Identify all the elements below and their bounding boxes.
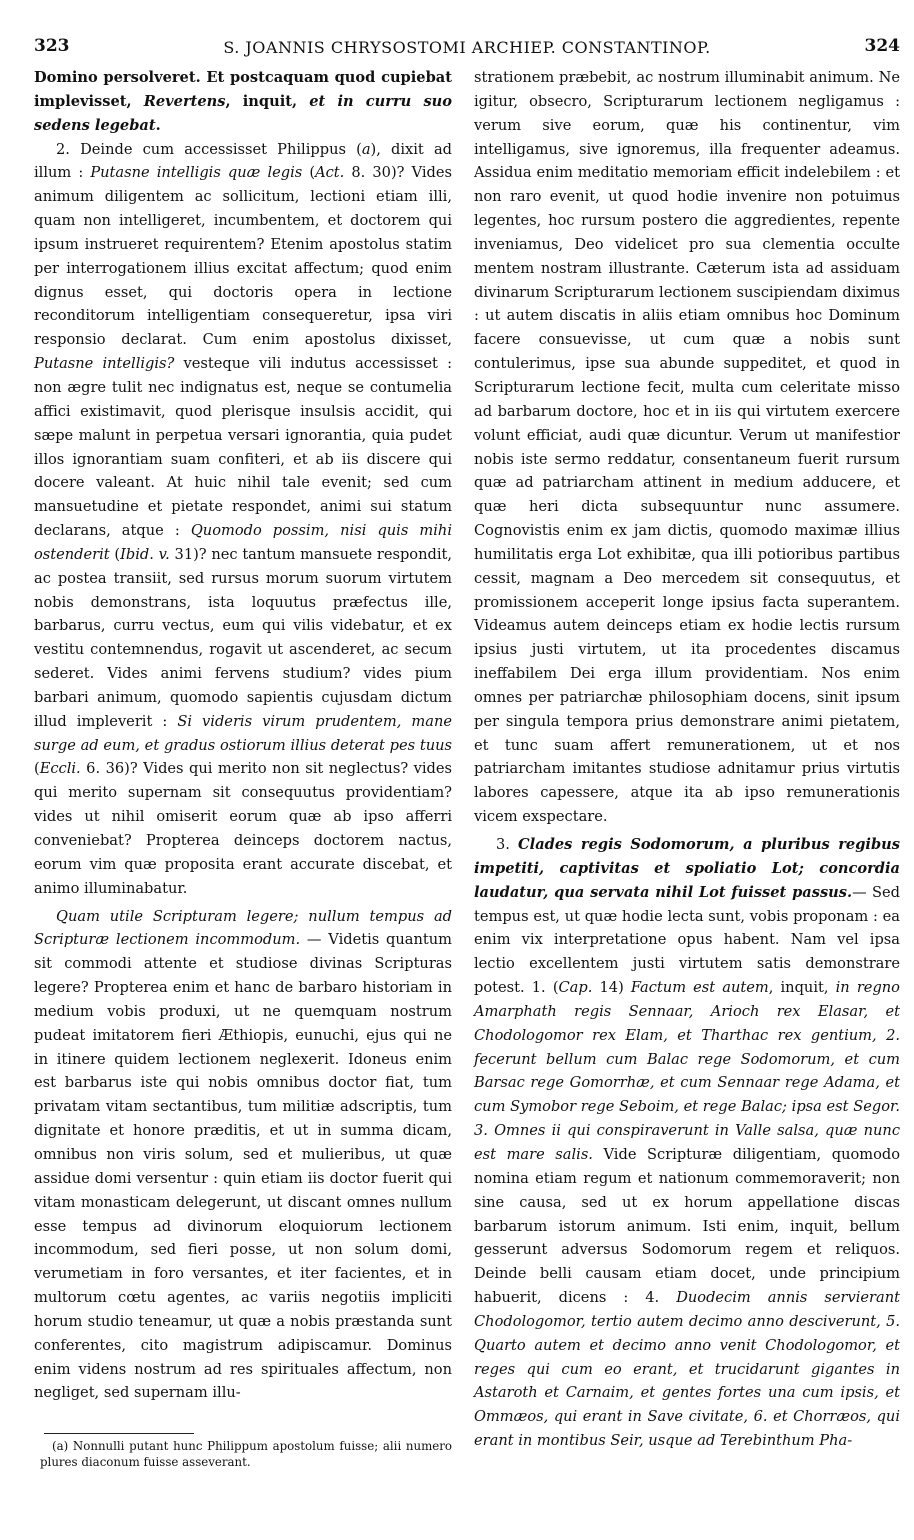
footnote [40, 1438, 452, 1470]
page-number-right: 324 [864, 36, 900, 56]
running-header [34, 36, 900, 62]
page-number-left: 323 [34, 36, 70, 56]
paragraph-2: 2. Deinde cum accessisset Philippus (a), dixit ad illum : Putasne intelligis quæ legis (Act. 8. 30)? Vides animum diligentem ac sollicitum, lectioni etiam illi, quam non intelligeret, incumbentem, et doctorem qui ipsum instrueret requirentem? Etenim apostolus statim per interrogationem illius excitat affectum; quod enim dignus esset, qui doctoris opera in lectione reconditorum intelligentiam consequeretur, ipsa viri responsio declarat. Cum enim apostolus dixisset, Putasne intelligis? vesteque vili indutus accessisset : non ægre tulit nec indignatus est, neque se contumelia affici existimavit, quod plerisque insulsis accidit, qui sæpe malunt in perpetua versari ignorantia, quia pudet illos ignorantiam suam confiteri, et ab iis discere qui docere valeant. At huic nihil tale evenit; sed cum mansuetudine et pietate respondet, animi sui statum declarans, atque : Quomodo possim, nisi quis mihi ostenderit (Ibid. v. 31)? nec tantum mansuete respondit, ac postea transiit, sed rursus morum suorum virtutem nobis demonstrans, ista loquutus præfectus ille, barbarus, curru vectus, eum qui vilis videbatur, et ex vestitu contemnendus, rogavit ut ascenderet, ac secum sederet. Vides animi fervens studium? vides pium barbari animum, quomodo sapientis cujusdam dictum illud impleverit : Si videris virum prudentem, mane surge ad eum, et gradus ostiorum illius deterat pes tuus (Eccli. 6. 36)? Vides qui merito non sit neglectus? vides qui merito supernam sit consequutus providentiam? vides ut nihil omiserit eorum quæ ab ipso afferri conveniebat? Propterea deinceps doctorem nactus, eorum vim quæ proposita erant accurate discebat, et animo illuminabatur. [34, 140, 452, 897]
footnote-text: (a) Nonnulli putant hunc Philippum apostolum fuisse; alii numero plures diaconum fuisse asseverant. [40, 1439, 452, 1469]
paragraph-continued: Domino persolveret. Et postcaquam quod cupiebat implevisset, Revertens, inquit, et in curru suo sedens legebat. [34, 69, 453, 134]
paragraph-scripture-reading: Quam utile Scripturam legere; nullum tempus ad Scripturæ lectionem incommodum. — Videtis quantum sit commodi attente et studiose divinas Scripturas legere? Propterea enim et hanc de barbaro historiam in medium vobis produxi, ut ne quemquam nostrum pudeat imitatorem fieri Æthiopis, eunuchi, ejus qui ne in itinere quidem lectionem neglexerit. Idoneus enim est barbarus iste qui nobis omnibus doctor fiat, tum privatam vitam sectantibus, tum militiæ adscriptis, tum dignitate et honore præditis, et ut in summa dicam, omnibus non viris solum, sed et mulieribus, ut quæ assidue domi versentur : quin etiam iis doctor fuerit qui vitam monasticam delegerunt, ut discant omnes nullum esse tempus ad divinorum eloquiorum lectionem incommodum, sed fieri posse, ut non solum domi, verumetiam in foro versantes, et iter facientes, et in multorum cœtu agentes, ac variis negotiis impliciti horum studio teneamur, ut quæ a nobis præstanda sunt conferentes, cito magistrum adipiscamur. Dominus enim videns nostrum ad res spirituales affectum, non negliget, sed supernam illu- [34, 907, 452, 1402]
right-column [474, 66, 900, 1453]
paragraph-continued-right: strationem præbebit, ac nostrum illuminabit animum. Ne igitur, obsecro, Scripturarum lectionem negligamus : verum sive eorum, quæ his continentur, vim intelligamus, sive ignoremus, illa frequenter adeamus. Assidua enim meditatio memoriam efficit indelebilem : et non raro evenit, ut quod hodie invenire non potuimus legentes, hoc rursum postero die aggredientes, repente inveniamus, Deo videlicet pro sua clementia occulte mentem nostram illustrante. Cæterum ista ad assiduam divinarum Scripturarum lectionem suscipiendam diximus : ut autem discatis in aliis etiam omnibus hoc Dominum facere consuevisse, ut cum quæ a nobis sunt contulerimus, ipse sua abunde suppeditet, et quod in Scripturarum lectione fecit, multa cum celeritate misso ad barbarum doctore, hoc et in iis qui virtutem exercere volunt efficiat, audi quæ dicuntur. Verum ut manifestior nobis iste sermo reddatur, consentaneum fuerit rursum quæ ad patriarcham attinent in medium adducere, et quæ heri dicta subsequuntur nunc assumere. Cognovistis enim ex jam dictis, quomodo maximæ illius humilitatis erga Lot exhibitæ, qua illi potioribus partibus cessit, magnam a Deo mercedem sit consequutus, et promissionem acceperit longe ipsius facta superantem. Videamus autem deinceps etiam ex hodie lectis rursum ipsius justi virtutem, ut ita procedentes discamus ineffabilem Dei erga illum providentiam. Nos enim omnes per patriarchæ philosophiam docens, sinit ipsum per singula tempora prius demonstrare animi pietatem, et tunc suam affert remunerationem, ut et nos patriarcham imitantes studiose adnitamur prius virtutis labores capessere, atque ita ab ipso remunerationis vicem exspectare. [474, 69, 900, 826]
running-title: S. JOANNIS CHRYSOSTOMI ARCHIEP. CONSTANTINOP. [223, 38, 711, 57]
left-column [34, 66, 452, 1405]
paragraph-3: 3. Clades regis Sodomorum, a pluribus regibus impetiti, captivitas et spoliatio Lot; concordia laudatur, qua servata nihil Lot fuisset passus.— Sed tempus est, ut quæ hodie lecta sunt, vobis proponam : ea enim vix interpretatione opus habent. Nam vel ipsa lectio excellentem justi virtutem satis demonstrare potest. 1. (Cap. 14) Factum est autem, inquit, in regno Amarphath regis Sennaar, Arioch rex Elasar, et Chodologomor rex Elam, et Tharthac rex gentium, 2. fecerunt bellum cum Balac rege Sodomorum, et cum Barsac rege Gomorrhæ, et cum Sennaar rege Adama, et cum Symobor rege Seboim, et rege Balac; ipsa est Segor. 3. Omnes ii qui conspiraverunt in Valle salsa, quæ nunc est mare salis. Vide Scripturæ diligentiam, quomodo nomina etiam regum et nationum commemoraverit; non sine causa, sed ut ex horum appellatione discas barbarum istorum animum. Isti enim, inquit, bellum gesserunt adversus Sodomorum regem et reliquos. Deinde belli causam etiam docet, unde principium habuerit, dicens : 4. Duodecim annis servierant Chodologomor, tertio autem decimo anno desciverunt, 5. Quarto autem et decimo anno venit Chodologomor, et reges qui cum eo erant, et trucidarunt gigantes in Astaroth et Carnaim, et gentes fortes una cum ipsis, et Ommæos, qui erant in Save civitate, 6. et Chorræos, qui erant in montibus Seir, usque ad Terebinthum Pha- [474, 836, 901, 1450]
footnote-rule [44, 1433, 194, 1434]
